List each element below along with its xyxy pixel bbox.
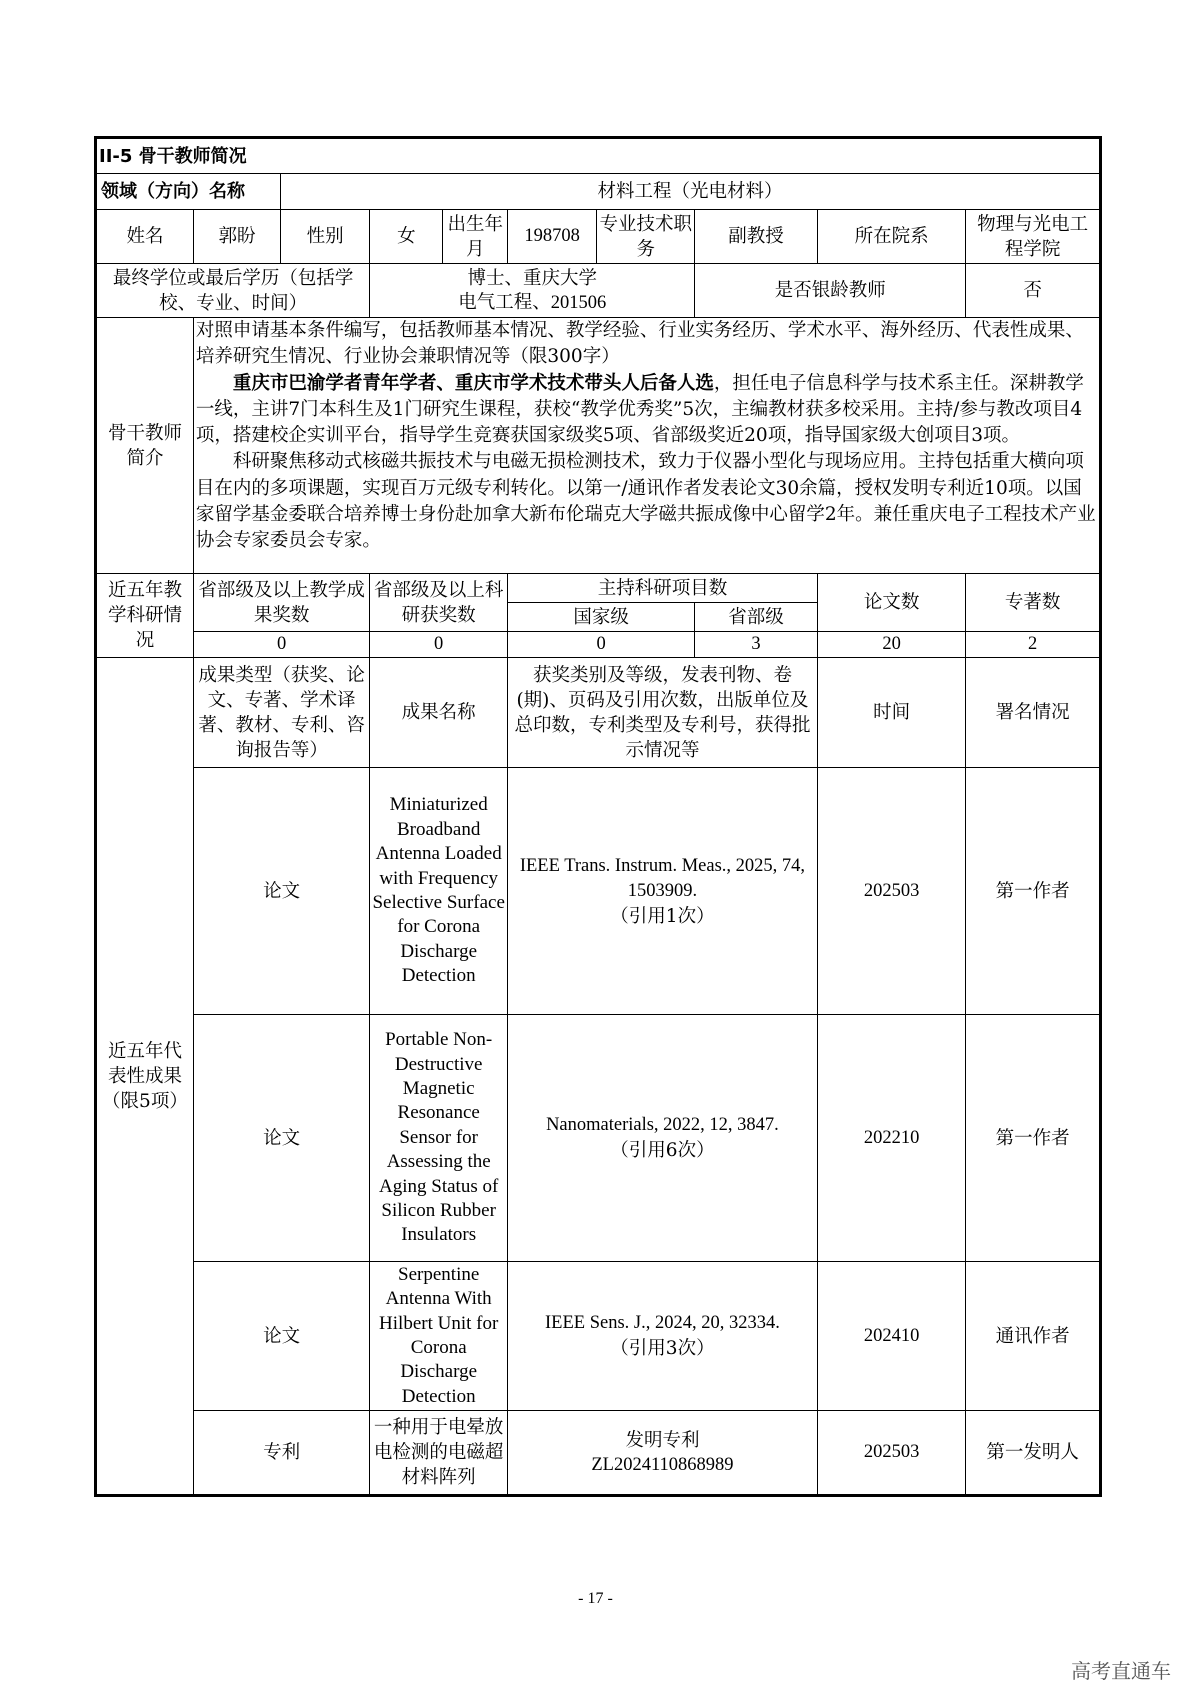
senior-value: 否 bbox=[966, 264, 1101, 318]
intro-paragraph-1 bbox=[196, 371, 1097, 450]
intro-p1-rest: ，担任电子信息科学与技术系主任。深耕教学一线，主讲7门本科生及1门研究生课程，获校“教学优秀奖”5次，主编教材获多校采用。主持/参与教改项目4项，搭建校企实训平台，指导学生竞赛获国家级奖5项、省部级奖近20项，指导国家级大创项目3项。 bbox=[195, 372, 1084, 447]
gender-value: 女 bbox=[370, 210, 443, 264]
header-time: 时间 bbox=[817, 658, 965, 768]
intro-label: 骨干教师简介 bbox=[96, 318, 194, 574]
senior-label: 是否银龄教师 bbox=[695, 264, 966, 318]
row-time: 202503 bbox=[817, 768, 965, 1015]
title-label: 专业技术职务 bbox=[597, 210, 695, 264]
page-number: - 17 - bbox=[578, 1590, 613, 1607]
teacher-profile-table bbox=[94, 136, 1102, 1497]
national-label: 国家级 bbox=[508, 603, 695, 632]
intro-instruction: 对照申请基本条件编写，包括教师基本情况、教学经验、行业实务经历、学术水平、海外经历、代表性成果、培养研究生情况、行业协会兼职情况等（限300字） bbox=[195, 320, 1084, 368]
row-type: 论文 bbox=[193, 768, 369, 1015]
row-detail bbox=[508, 1262, 818, 1411]
row-detail bbox=[508, 1411, 818, 1496]
birth-value: 198708 bbox=[508, 210, 597, 264]
name-label: 姓名 bbox=[96, 210, 194, 264]
row-type: 论文 bbox=[193, 1262, 369, 1411]
dept-label: 所在院系 bbox=[817, 210, 965, 264]
row-detail-line2: （引用3次） bbox=[610, 1338, 715, 1359]
row-author: 第一作者 bbox=[966, 768, 1101, 1015]
provincial-label: 省部级 bbox=[695, 603, 818, 632]
row-detail-line1: IEEE Sens. J., 2024, 20, 32334. bbox=[545, 1313, 780, 1333]
header-detail: 获奖类别及等级，发表刊物、卷(期)、页码及引用次数，出版单位及总印数，专利类型及专利号，获得批示情况等 bbox=[508, 658, 818, 768]
row-detail bbox=[508, 1015, 818, 1262]
books-label: 专著数 bbox=[966, 574, 1101, 632]
row-name: Portable Non-Destructive Magnetic Resonance Sensor for Assessing the Aging Status of Silicon Rubber Insulators bbox=[370, 1015, 508, 1262]
table-row bbox=[96, 1015, 1101, 1262]
degree-value-line1: 博士、重庆大学 bbox=[467, 267, 598, 289]
degree-label: 最终学位或最后学历（包括学校、专业、时间） bbox=[96, 264, 370, 318]
table-row bbox=[96, 768, 1101, 1015]
degree-value-line2: 电气工程、201506 bbox=[458, 292, 607, 313]
title-value: 副教授 bbox=[695, 210, 818, 264]
intro-text bbox=[193, 318, 1100, 574]
teaching-award-label: 省部级及以上教学成果奖数 bbox=[193, 574, 369, 632]
national-value: 0 bbox=[508, 632, 695, 658]
row-type: 专利 bbox=[193, 1411, 369, 1496]
header-type: 成果类型（获奖、论文、专著、学术译著、教材、专利、咨询报告等） bbox=[193, 658, 369, 768]
intro-paragraph-2: 科研聚焦移动式核磁共振技术与电磁无损检测技术，致力于仪器小型化与现场应用。主持包括重大横向项目在内的多项课题，实现百万元级专利转化。以第一/通讯作者发表论文30余篇，授权发明专利近10项。以国家留学基金委联合培养博士身份赴加拿大新布伦瑞克大学磁共振成像中心留学2年。兼任重庆电子工程技术产业协会专家委员会专家。 bbox=[195, 451, 1096, 552]
field-value: 材料工程（光电材料） bbox=[281, 174, 1101, 210]
row-author: 第一发明人 bbox=[966, 1411, 1101, 1496]
gender-label: 性别 bbox=[281, 210, 370, 264]
table-row bbox=[96, 1411, 1101, 1496]
projects-label: 主持科研项目数 bbox=[508, 574, 818, 603]
row-author: 第一作者 bbox=[966, 1015, 1101, 1262]
teaching-award-value: 0 bbox=[193, 632, 369, 658]
row-name: Miniaturized Broadband Antenna Loaded with Frequency Selective Surface for Corona Discharge Detection bbox=[370, 768, 508, 1015]
dept-value: 物理与光电工程学院 bbox=[966, 210, 1101, 264]
name-value: 郭盼 bbox=[193, 210, 280, 264]
degree-value bbox=[370, 264, 695, 318]
table-row bbox=[96, 1262, 1101, 1411]
row-time: 202410 bbox=[817, 1262, 965, 1411]
books-value: 2 bbox=[966, 632, 1101, 658]
row-detail-line1: IEEE Trans. Instrum. Meas., 2025, 74, 1503909. bbox=[519, 855, 806, 901]
row-detail-line2: （引用6次） bbox=[610, 1140, 715, 1161]
row-type: 论文 bbox=[193, 1015, 369, 1262]
intro-highlight: 重庆市巴渝学者青年学者、重庆市学术技术带头人后备人选 bbox=[232, 372, 714, 394]
research-award-value: 0 bbox=[370, 632, 508, 658]
row-name: Serpentine Antenna With Hilbert Unit for Corona Discharge Detection bbox=[370, 1262, 508, 1411]
row-detail-line2: （引用1次） bbox=[610, 905, 715, 927]
row-name: 一种用于电晕放电检测的电磁超材料阵列 bbox=[370, 1411, 508, 1496]
row-detail-line1: Nanomaterials, 2022, 12, 3847. bbox=[546, 1115, 779, 1135]
provincial-value: 3 bbox=[695, 632, 818, 658]
papers-label: 论文数 bbox=[817, 574, 965, 632]
achievements-label: 近五年代表性成果（限5项） bbox=[96, 658, 194, 1496]
watermark: 高考直通车 bbox=[1071, 1659, 1171, 1683]
field-label: 领域（方向）名称 bbox=[96, 174, 281, 210]
row-detail-line2: ZL2024110868989 bbox=[591, 1454, 734, 1475]
header-name: 成果名称 bbox=[370, 658, 508, 768]
row-time: 202210 bbox=[817, 1015, 965, 1262]
row-time: 202503 bbox=[817, 1411, 965, 1496]
birth-label: 出生年月 bbox=[443, 210, 508, 264]
row-author: 通讯作者 bbox=[966, 1262, 1101, 1411]
row-detail-line1: 发明专利 bbox=[625, 1429, 700, 1451]
papers-value: 20 bbox=[817, 632, 965, 658]
stats-label: 近五年教学科研情况 bbox=[96, 574, 194, 658]
row-detail bbox=[508, 768, 818, 1015]
header-author: 署名情况 bbox=[966, 658, 1101, 768]
research-award-label: 省部级及以上科研获奖数 bbox=[370, 574, 508, 632]
section-title: II-5 骨干教师简况 bbox=[96, 138, 1101, 174]
